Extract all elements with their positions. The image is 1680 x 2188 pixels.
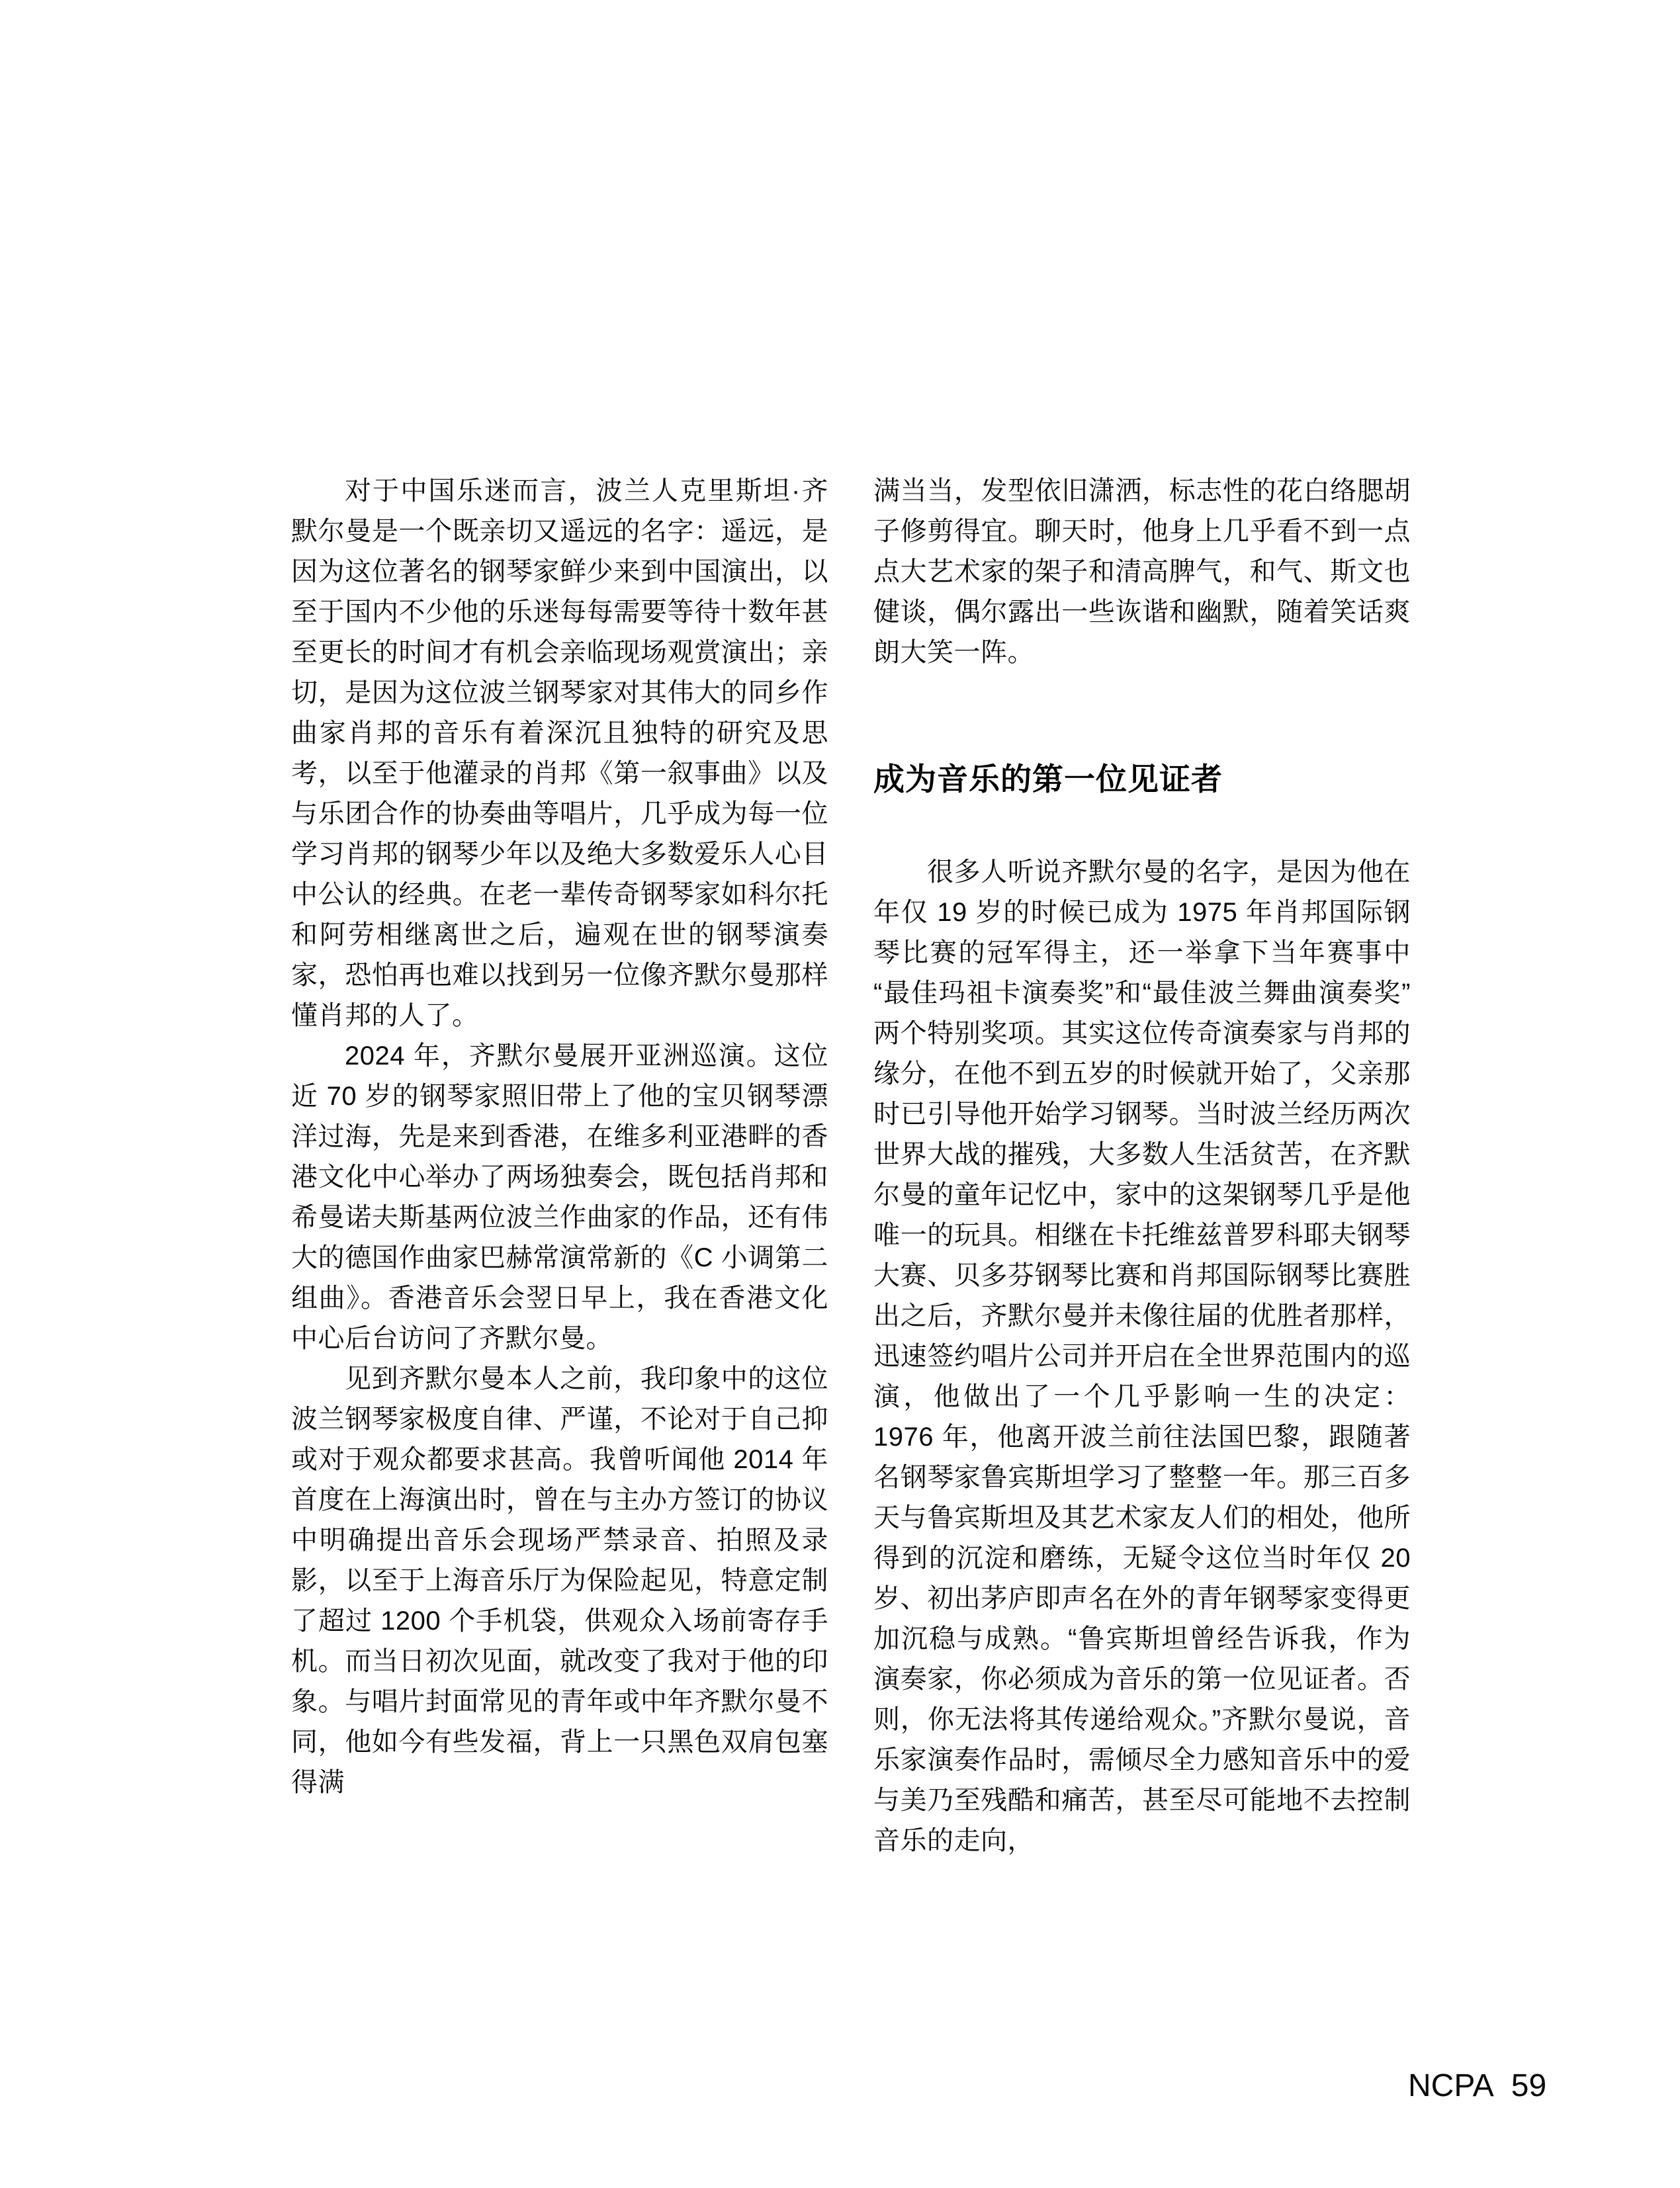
paragraph-continuation: 满当当，发型依旧潇洒，标志性的花白络腮胡子修剪得宜。聊天时，他身上几乎看不到一点点大艺术家的架子和清高脾气，和气、斯文也健谈，偶尔露出一些诙谐和幽默，随着笑话爽朗大笑一阵。 xyxy=(873,476,1411,667)
paragraph-first-witness: 很多人听说齐默尔曼的名字，是因为他在年仅 19 岁的时候已成为 1975 年肖邦国际钢琴比赛的冠军得主，还一举拿下当年赛事中“最佳玛祖卡演奏奖”和“最佳波兰舞曲演奏奖”两个特别奖项。其实这位传奇演奏家与肖邦的缘分，在他不到五岁的时候就开始了，父亲那时已引导他开始学习钢琴。当时波兰经历两次世界大战的摧残，大多数人生活贫苦，在齐默尔曼的童年记忆中，家中的这架钢琴几乎是他唯一的玩具。相继在卡托维兹普罗科耶夫钢琴大赛、贝多芬钢琴比赛和肖邦国际钢琴比赛胜出之后，齐默尔曼并未像往届的优胜者那样，迅速签约唱片公司并开启在全世界范围内的巡演，他做出了一个几乎影响一生的决定：1976 年，他离开波兰前往法国巴黎，跟随著名钢琴家鲁宾斯坦学习了整整一年。那三百多天与鲁宾斯坦及其艺术家友人们的相处，他所得到的沉淀和磨练，无疑令这位当时年仅 20 岁、初出茅庐即声名在外的青年钢琴家变得更加沉稳与成熟。“鲁宾斯坦曾经告诉我，作为演奏家，你必须成为音乐的第一位见证者。否则，你无法将其传递给观众。”齐默尔曼说，音乐家演奏作品时，需倾尽全力感知音乐中的爱与美乃至残酷和痛苦，甚至尽可能地不去控制音乐的走向， xyxy=(873,857,1411,1855)
page-footer xyxy=(1408,2070,1546,2102)
paragraph-asia-tour: 2024 年，齐默尔曼展开亚洲巡演。这位近 70 岁的钢琴家照旧带上了他的宝贝钢琴漂洋过海，先是来到香港，在维多利亚港畔的香港文化中心举办了两场独奏会，既包括肖邦和希曼诺夫斯基两位波兰作曲家的作品，还有伟大的德国作曲家巴赫常演常新的《C 小调第二组曲》。香港音乐会翌日早上，我在香港文化中心后台访问了齐默尔曼。 xyxy=(291,1041,828,1353)
section-heading: 成为音乐的第一位见证者 xyxy=(873,762,1223,797)
journal-name: NCPA xyxy=(1408,2068,1494,2103)
paragraph-intro: 对于中国乐迷而言，波兰人克里斯坦·齐默尔曼是一个既亲切又遥远的名字：遥远，是因为这位著名的钢琴家鲜少来到中国演出，以至于国内不少他的乐迷每每需要等待十数年甚至更长的时间才有机会亲临现场观赏演出；亲切，是因为这位波兰钢琴家对其伟大的同乡作曲家肖邦的音乐有着深沉且独特的研究及思考，以至于他灌录的肖邦《第一叙事曲》以及与乐团合作的协奏曲等唱片，几乎成为每一位学习肖邦的钢琴少年以及绝大多数爱乐人心目中公认的经典。在老一辈传奇钢琴家如科尔托和阿劳相继离世之后，遍观在世的钢琴演奏家，恐怕再也难以找到另一位像齐默尔曼那样懂肖邦的人了。 xyxy=(291,476,828,1030)
right-column xyxy=(873,471,1411,1861)
page-number: 59 xyxy=(1511,2068,1547,2103)
paragraph-impression: 见到齐默尔曼本人之前，我印象中的这位波兰钢琴家极度自律、严谨，不论对于自己抑或对于观众都要求甚高。我曾听闻他 2014 年首度在上海演出时，曾在与主办方签订的协议中明确提出音乐会现场严禁录音、拍照及录影，以至于上海音乐厅为保险起见，特意定制了超过 1200 个手机袋，供观众入场前寄存手机。而当日初次见面，就改变了我对于他的印象。与唱片封面常见的青年或中年齐默尔曼不同，他如今有些发福，背上一只黑色双肩包塞得满 xyxy=(291,1364,828,1797)
left-column xyxy=(291,471,828,1803)
